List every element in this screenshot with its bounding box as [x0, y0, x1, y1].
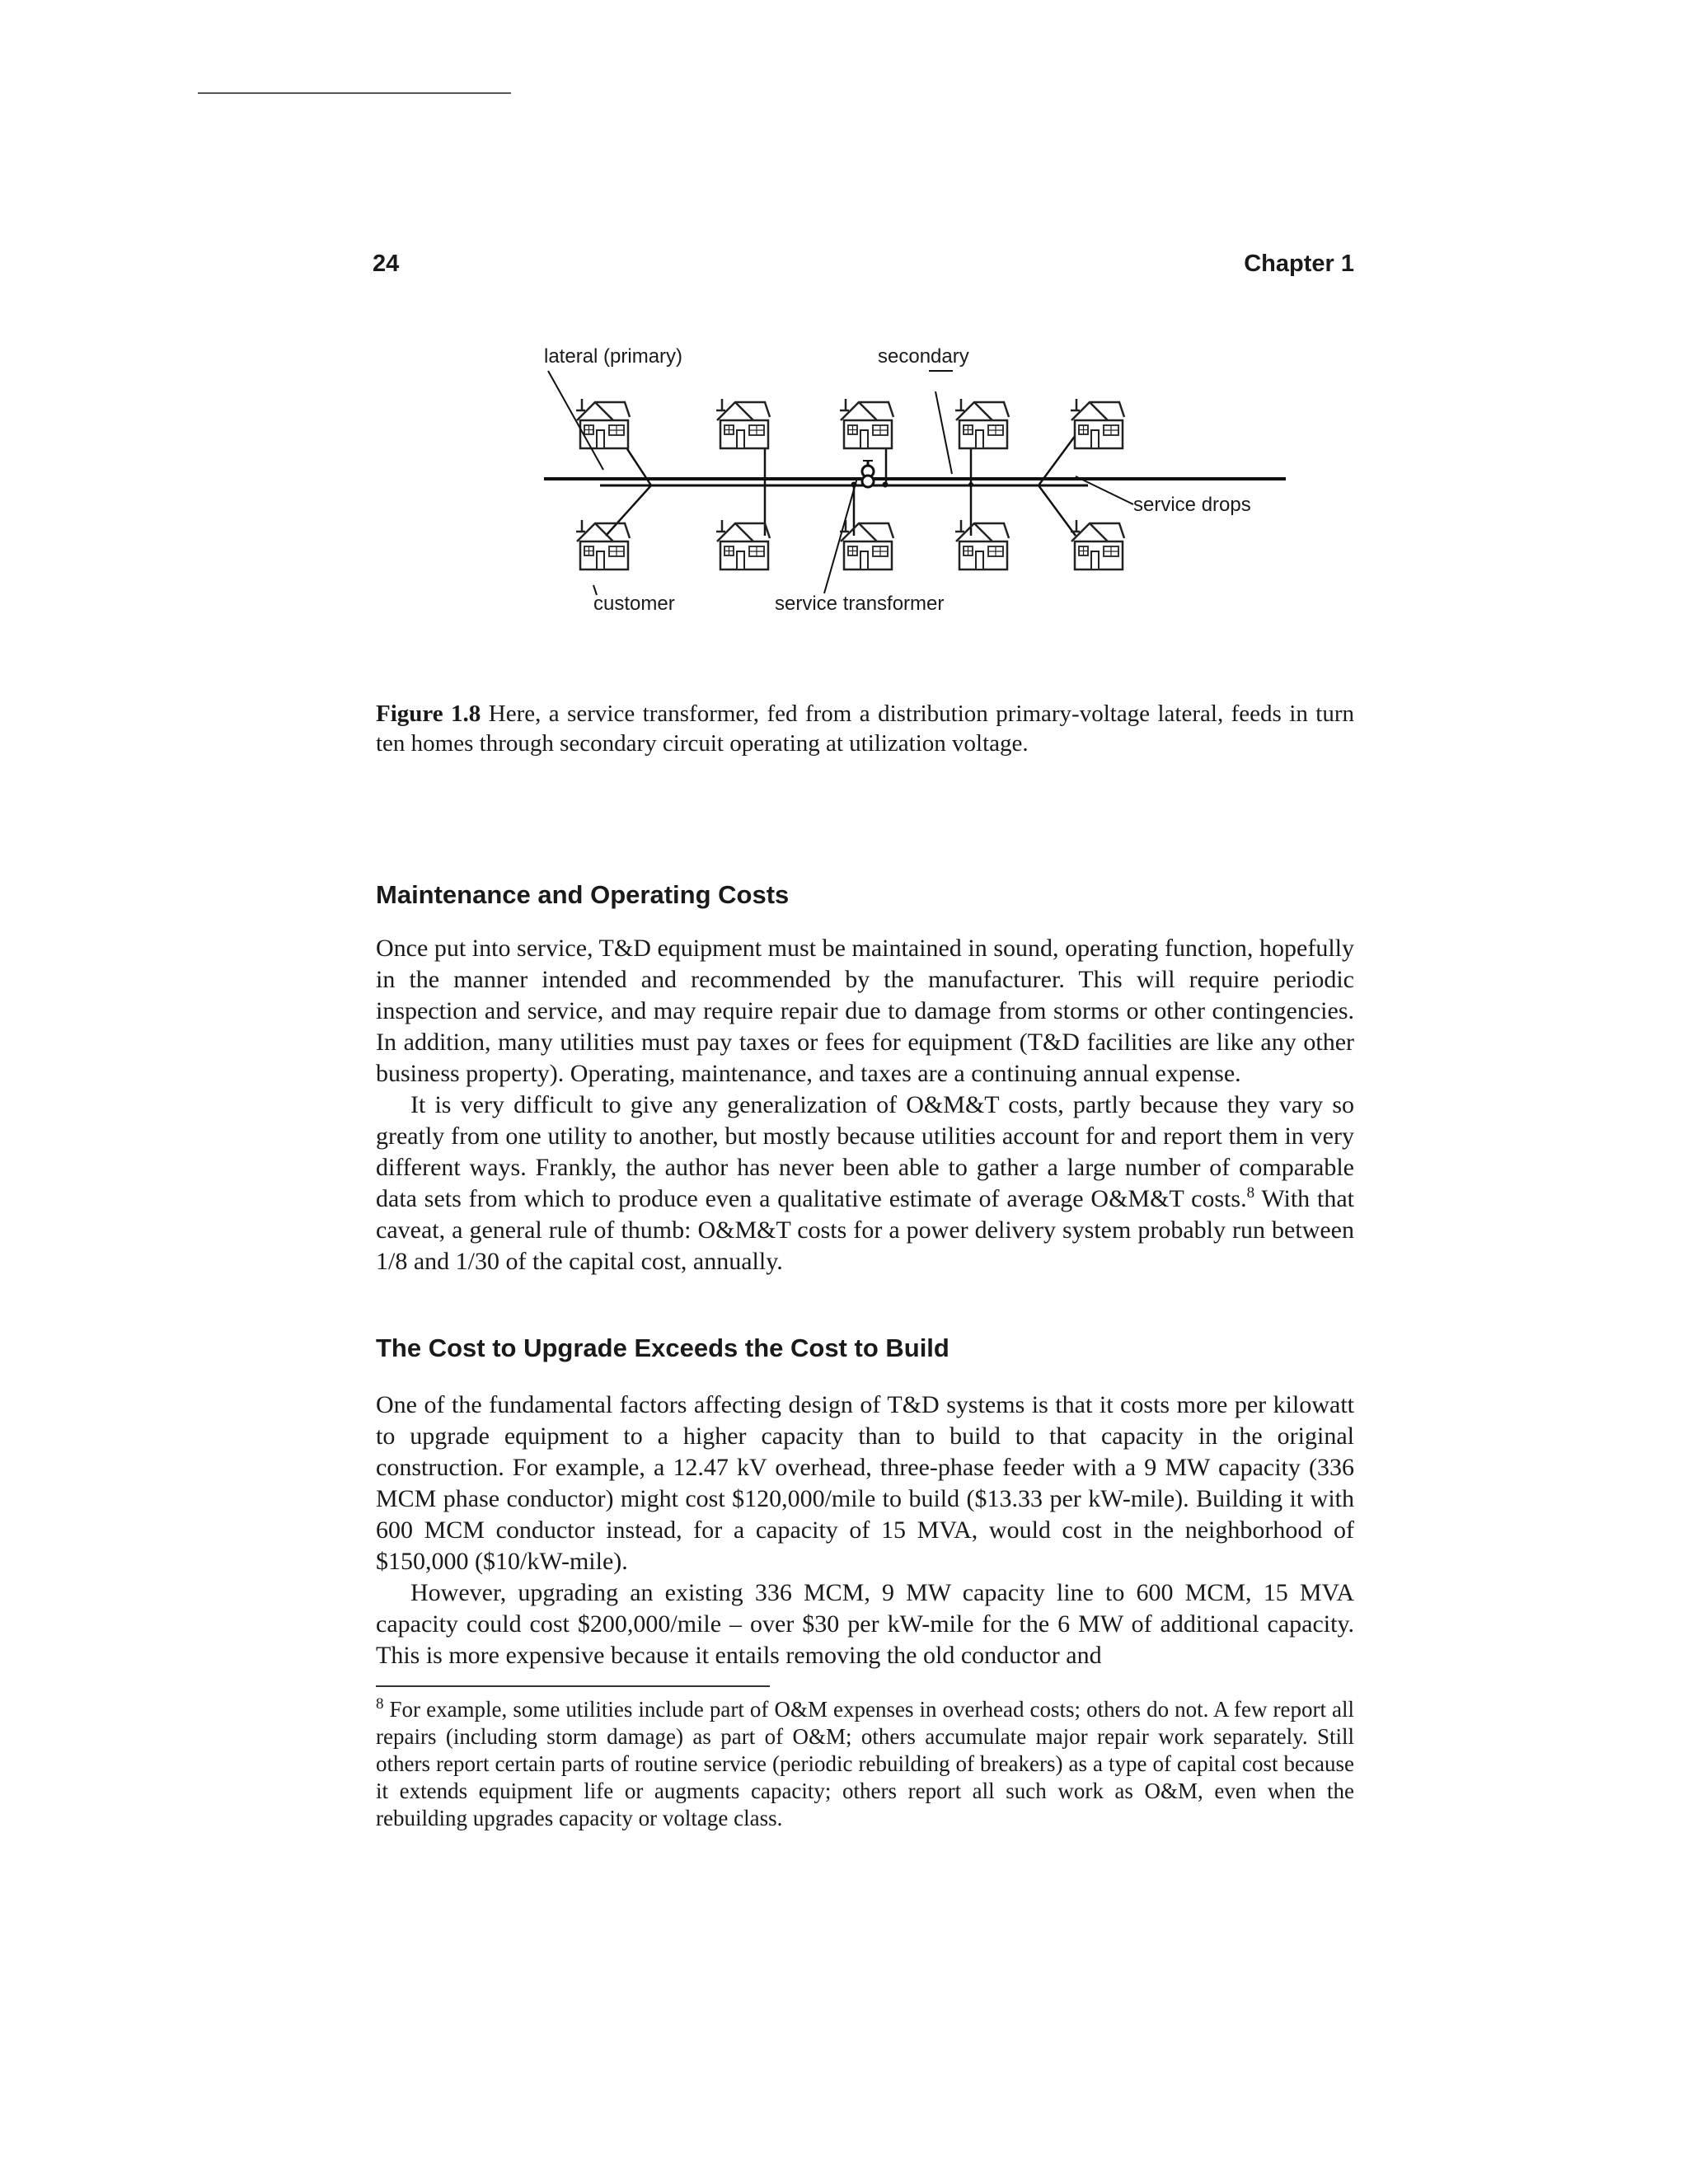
paragraph-text: With that caveat, a general rule of thumb: O&M&T costs for a power delivery system probably run between 1/8 and 1/30 of the capital cost, annually. — [376, 1185, 1354, 1275]
house-icon — [955, 399, 1009, 448]
figure-caption — [376, 699, 1354, 758]
paragraph: Once put into service, T&D equipment must be maintained in sound, operating function, hopefully in the manner intended and recommended by the manufacturer. This will require periodic inspection and service, and may require repair due to damage from storms or other contingencies. In addition, many utilities must pay taxes or fees for equipment (T&D facilities are like any other business property). Operating, maintenance, and taxes are a continuing annual expense. — [376, 935, 1354, 1087]
caption-text: Here, a service transformer, fed from a distribution primary-voltage lateral, feeds in turn ten homes through secondary circuit operating at utilization voltage. — [376, 701, 1354, 757]
paragraph — [376, 1090, 1354, 1277]
diagram-svg — [462, 330, 1286, 635]
caption-label: Figure 1.8 — [376, 701, 481, 727]
house-icon — [716, 520, 770, 569]
label-service-drops: service drops — [1133, 494, 1251, 516]
label-secondary: secondary — [878, 345, 969, 368]
house-icon — [1071, 520, 1124, 569]
top-rule — [198, 92, 511, 94]
label-customer: customer — [593, 593, 675, 615]
section-body-upgrade — [376, 1390, 1354, 1671]
footnote-ref[interactable]: 8 — [1246, 1184, 1255, 1202]
house-icon — [1071, 399, 1124, 448]
footnote-number: 8 — [376, 1695, 384, 1713]
leader-lines — [548, 371, 1133, 595]
paragraph: One of the fundamental factors affecting design of T&D systems is that it costs more per kilowatt to upgrade equipment to a higher capacity than to build to that capacity in the original construction. For example, a 12.47 kV overhead, three-phase feeder with a 9 MW capacity (336 MCM phase conductor) might cost $120,000/mile to build ($13.33 per kW-mile). Building it with 600 MCM conductor instead, for a capacity of 15 MVA, would cost in the neighborhood of $150,000 ($10/kW-mile). — [376, 1391, 1354, 1575]
house-icon — [840, 520, 893, 569]
footnote — [376, 1696, 1354, 1832]
house-icon — [955, 520, 1009, 569]
house-icon — [716, 399, 770, 448]
section-body-maintenance — [376, 933, 1354, 1277]
figure-service-diagram — [462, 330, 1286, 635]
paragraph-text: It is very difficult to give any generalization of O&M&T costs, partly because they vary so greatly from one utility to another, but mostly because utilities account for and report them in very different ways. Frankly, the author has never been able to gather a large number of comparable data sets from which to produce even a qualitative estimate of average O&M&T costs. — [376, 1091, 1354, 1212]
footnote-rule — [376, 1685, 770, 1687]
house-icon — [840, 399, 893, 448]
paragraph: However, upgrading an existing 336 MCM, 9 MW capacity line to 600 MCM, 15 MVA capacity could cost $200,000/mile – over $30 per kW-mile for the 6 MW of additional capacity. This is more expensive because it entails removing the old conductor and — [376, 1579, 1354, 1669]
page-number: 24 — [373, 251, 400, 277]
label-service-transformer: service transformer — [775, 593, 945, 615]
footnote-text: For example, some utilities include part of O&M expenses in overhead costs; others do not. A few report all repairs (including storm damage) as part of O&M; others accumulate major repair work separately. Still others report certain parts of routine service (periodic rebuilding of breakers) as a type of capital cost because it extends equipment life or augments capacity; others report all such work as O&M, even when the rebuilding upgrades capacity or voltage class. — [376, 1697, 1354, 1830]
transformer-icon — [862, 460, 874, 487]
section-heading-upgrade: The Cost to Upgrade Exceeds the Cost to Build — [376, 1333, 950, 1362]
house-icon — [576, 399, 630, 448]
chapter-title: Chapter 1 — [1244, 251, 1354, 277]
section-heading-maintenance: Maintenance and Operating Costs — [376, 880, 790, 909]
house-icon — [576, 520, 630, 569]
label-lateral-primary: lateral (primary) — [544, 345, 683, 368]
